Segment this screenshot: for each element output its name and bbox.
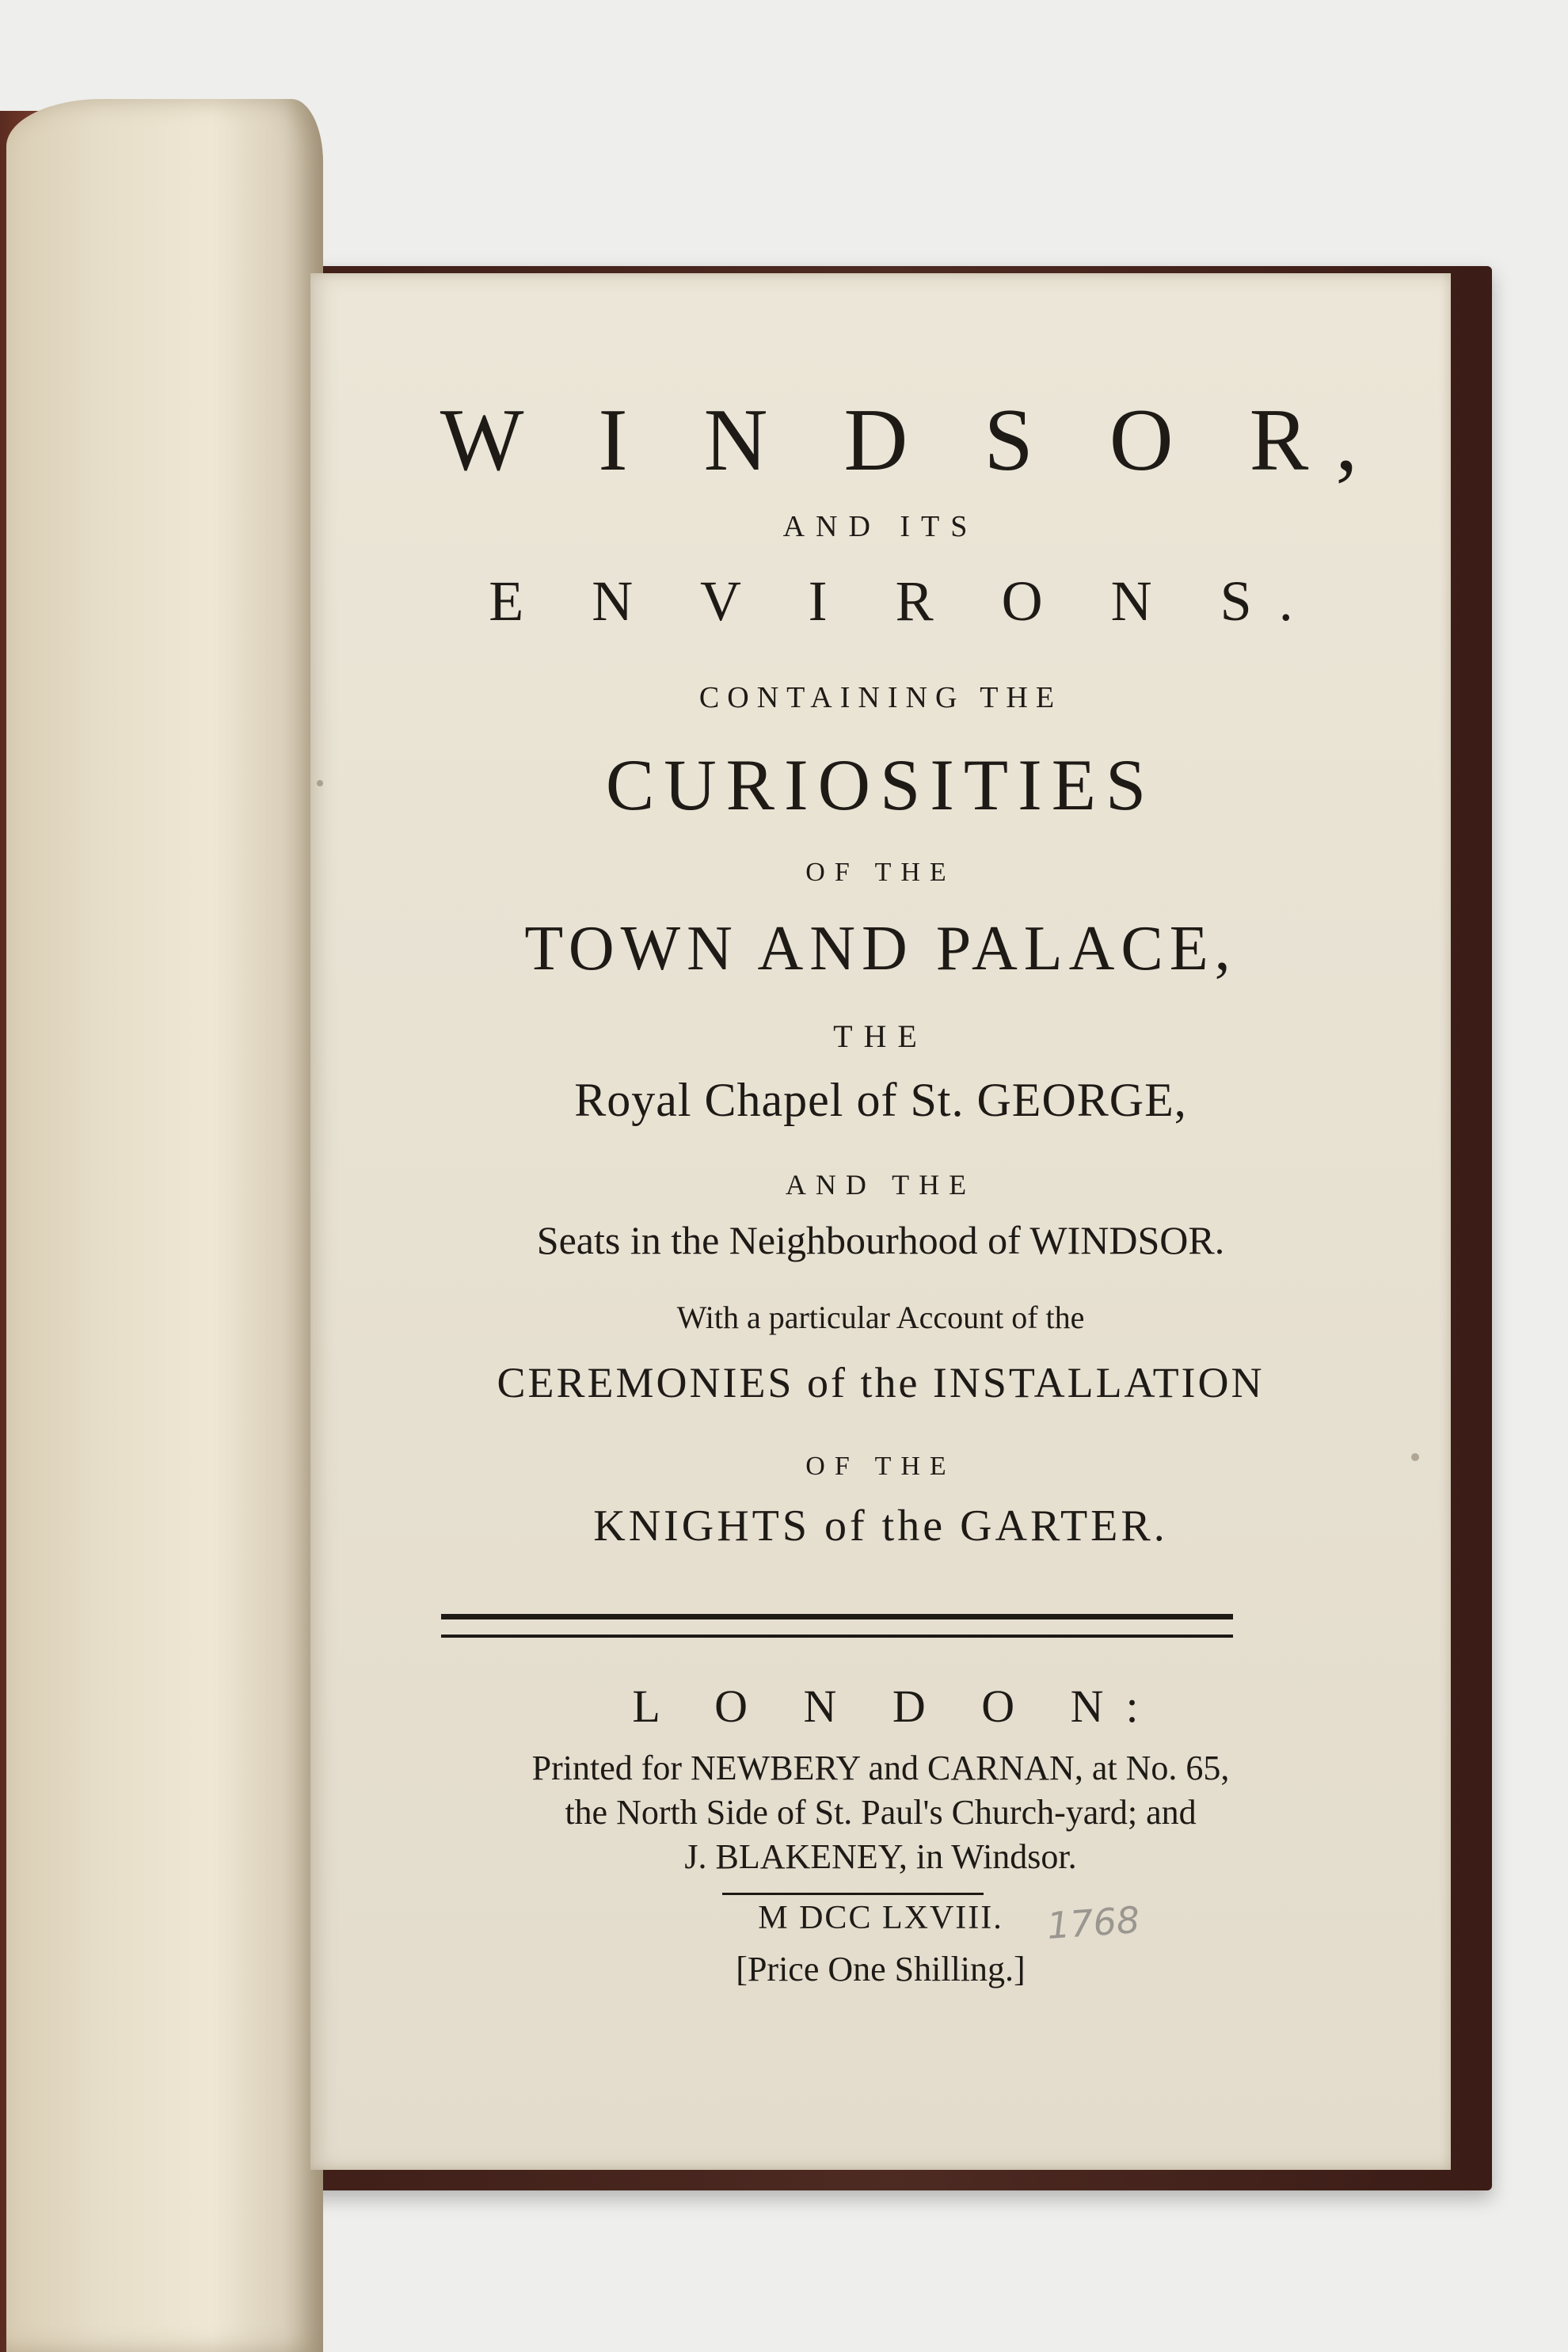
imprint-date: M DCC LXVIII.: [758, 1900, 1003, 1936]
title-knights: KNIGHTS of the GARTER.: [593, 1501, 1168, 1551]
title-windsor: W I N D S O R,: [440, 391, 1385, 489]
title-of-the-2: OF THE: [805, 1452, 956, 1481]
imprint-line-2: the North Side of St. Paul's Church-yard; and: [565, 1793, 1197, 1832]
title-town-and-palace: TOWN AND PALACE,: [524, 914, 1237, 984]
imprint-line-1: Printed for NEWBERY and CARNAN, at No. 65,: [531, 1749, 1230, 1787]
title-the: THE: [833, 1018, 928, 1054]
imprint-line-3: J. BLAKENEY, in Windsor.: [684, 1837, 1077, 1876]
title-and-its: AND ITS: [782, 510, 979, 543]
double-rule-top: [441, 1614, 1233, 1619]
date-rule: [722, 1893, 984, 1895]
imprint-price: [Price One Shilling.]: [736, 1950, 1026, 1989]
title-ceremonies: CEREMONIES of the INSTALLATION: [497, 1359, 1265, 1406]
foxing-spot: [1411, 1453, 1419, 1461]
foxing-spot: [317, 780, 323, 786]
title-containing: CONTAINING THE: [698, 681, 1063, 714]
title-of-the-1: OF THE: [805, 858, 956, 887]
title-curiosities: CURIOSITIES: [605, 744, 1156, 825]
title-page: [310, 273, 1451, 2170]
double-rule-bottom: [441, 1635, 1233, 1638]
title-seats: Seats in the Neighbourhood of WINDSOR.: [536, 1218, 1225, 1262]
left-page: [6, 99, 323, 2352]
handwritten-date: 1768: [1045, 1897, 1141, 1948]
title-with-account: With a particular Account of the: [676, 1300, 1085, 1335]
title-royal-chapel: Royal Chapel of St. GEORGE,: [574, 1074, 1187, 1126]
imprint-city: L O N D O N:: [632, 1680, 1161, 1732]
title-and-the: AND THE: [785, 1169, 976, 1201]
title-environs: E N V I R O N S.: [489, 569, 1320, 633]
